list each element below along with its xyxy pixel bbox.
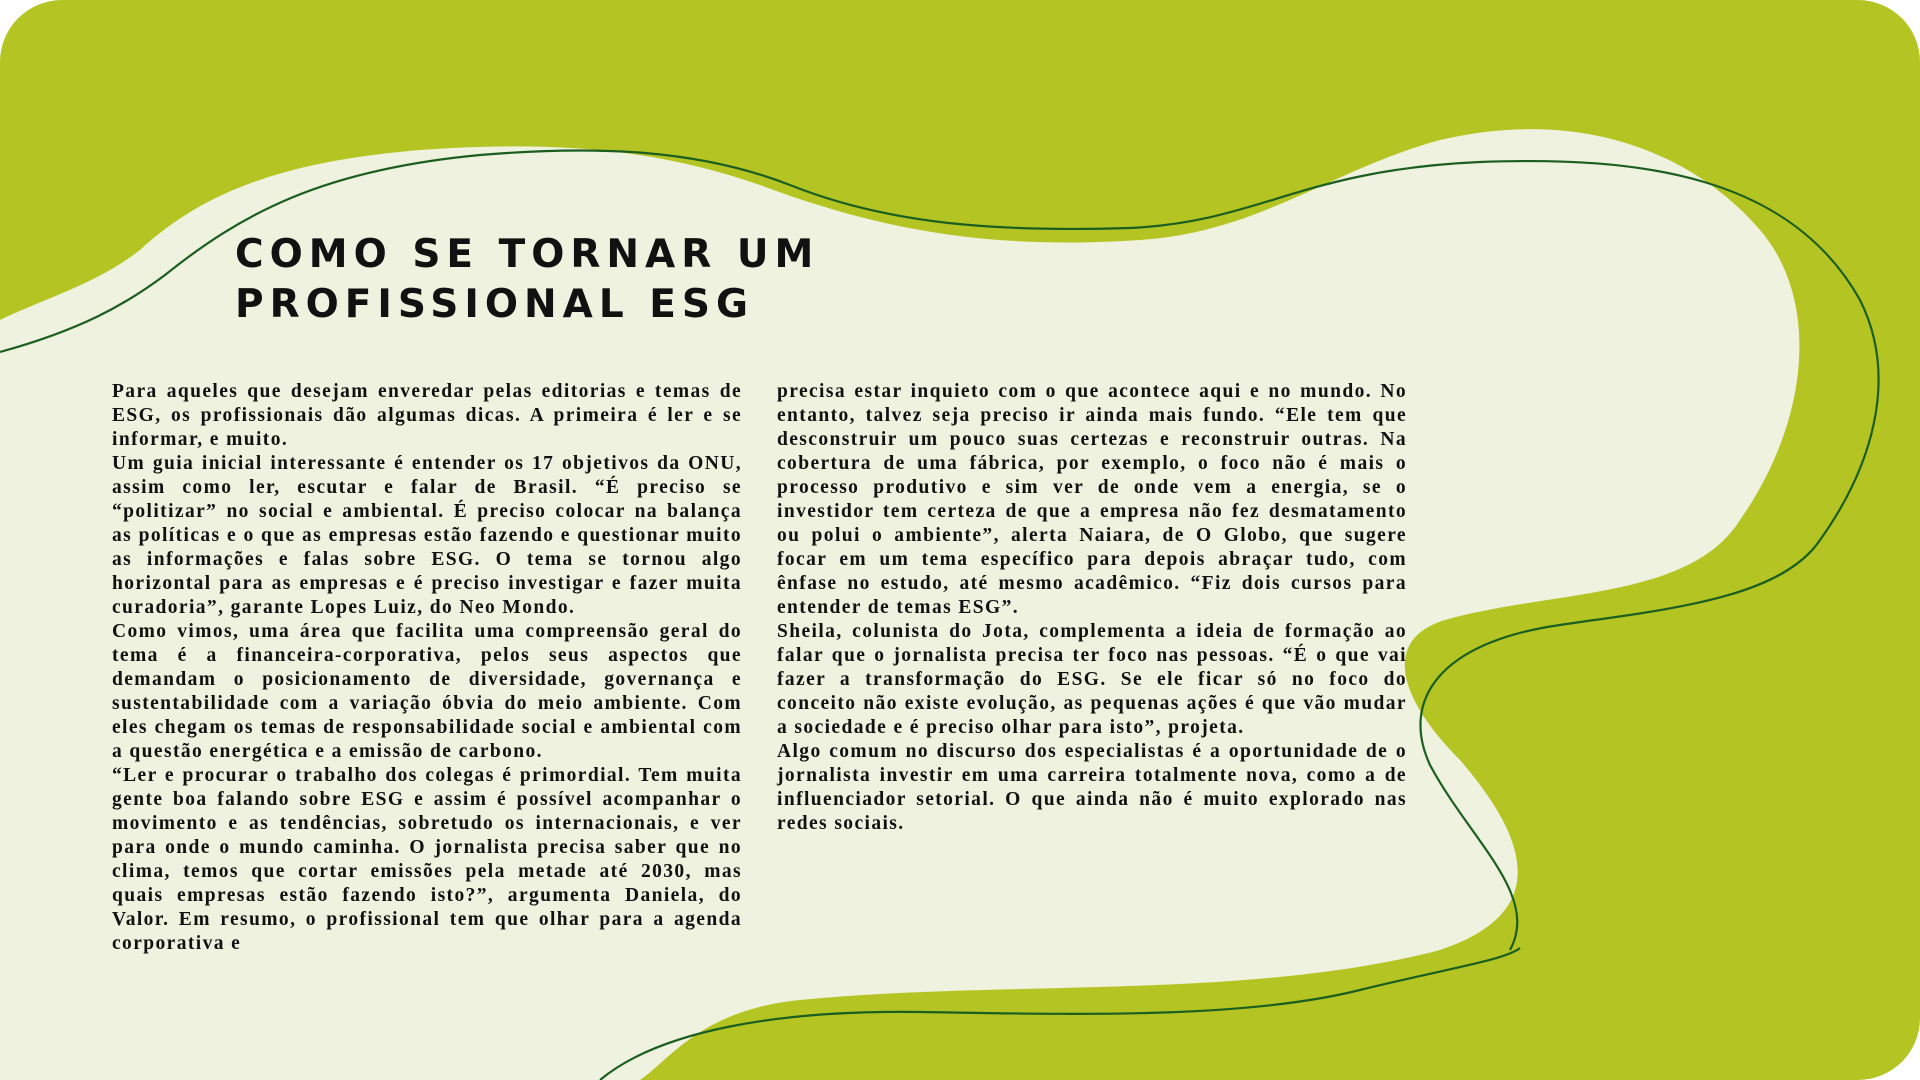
paragraph: Sheila, colunista do Jota, complementa a ideia de formação ao falar que o jornalista precisa ter foco nas pessoas. “É o que vai fazer a transformação do ESG. Se ele ficar só no foco do conceito não existe evolução, as pequenas ações é que vão mudar a sociedade e é preciso olhar para isto”, projeta. — [777, 621, 1407, 738]
paragraph: Como vimos, uma área que facilita uma compreensão geral do tema é a financeira-corporativa, pelos seus aspectos que demandam o posicionamento de diversidade, governança e sustentabilidade com a variação óbvia do meio ambiente. Com eles chegam os temas de responsabilidade social e ambiental com a questão energética e a emissão de carbono. — [112, 621, 742, 762]
title-line-1: COMO SE TORNAR UM — [235, 232, 820, 277]
paragraph: Um guia inicial interessante é entender os 17 objetivos da ONU, assim como ler, escutar e falar de Brasil. “É preciso se “politizar” no social e ambiental. É preciso colocar na balança as políticas e o que as empresas estão fazendo e questionar muito as informações e falas sobre ESG. O tema se tornou algo horizontal para as empresas e é preciso investigar e fazer muita curadoria”, garante Lopes Luiz, do Neo Mondo. — [112, 453, 742, 618]
page-title — [235, 230, 819, 330]
paragraph: Para aqueles que desejam enveredar pelas editorias e temas de ESG, os profissionais dão algumas dicas. A primeira é ler e se informar, e muito. — [112, 381, 742, 450]
paragraph: “Ler e procurar o trabalho dos colegas é primordial. Tem muita gente boa falando sobre ESG e assim é possível acompanhar o movimento e as tendências, sobretudo os internacionais, e ver para onde o mundo caminha. O jornalista precisa saber que no clima, temos que cortar emissões pela metade até 2030, mas quais empresas estão fazendo isto?”, argumenta Daniela, do Valor. Em resumo, o profissional tem que olhar para a agenda corporativa e — [112, 765, 742, 954]
left-text-column — [112, 380, 742, 956]
paragraph: precisa estar inquieto com o que acontece aqui e no mundo. No entanto, talvez seja preciso ir ainda mais fundo. “Ele tem que desconstruir um pouco suas certezas e reconstruir outras. Na cobertura de uma fábrica, por exemplo, o foco não é mais o processo produtivo e sim ver de onde vem a energia, se o investidor tem certeza de que a empresa não fez desmatamento ou polui o ambiente”, alerta Naiara, de O Globo, que sugere focar em um tema específico para depois abraçar tudo, com ênfase no estudo, até mesmo acadêmico. “Fiz dois cursos para entender de temas ESG”. — [777, 381, 1407, 618]
title-line-2: PROFISSIONAL ESG — [235, 282, 755, 327]
paragraph: Algo comum no discurso dos especialistas é a oportunidade de o jornalista investir em uma carreira totalmente nova, como a de influenciador setorial. O que ainda não é muito explorado nas redes sociais. — [777, 741, 1407, 834]
right-text-column — [777, 380, 1407, 836]
